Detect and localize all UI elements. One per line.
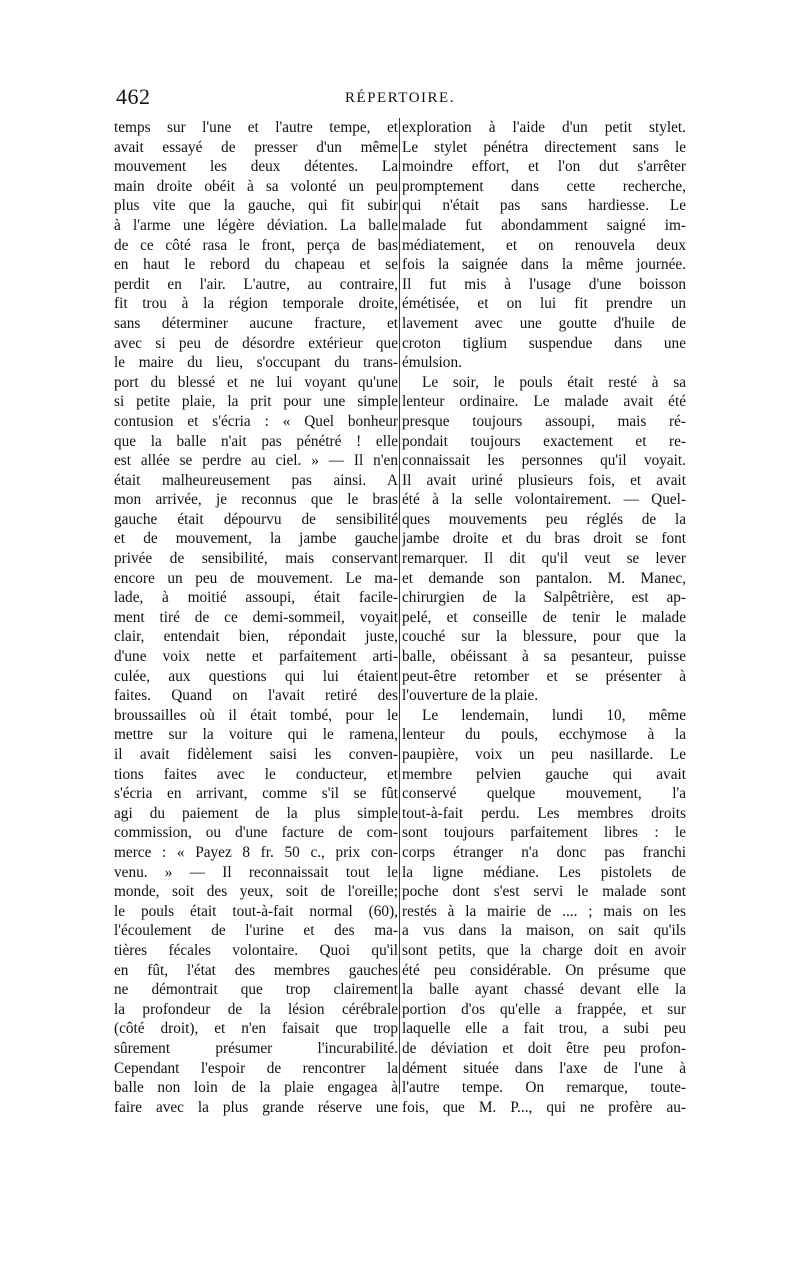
text-line: merce : « Payez 8 fr. 50 c., prix con- (114, 843, 398, 861)
text-line: jambe droite et du bras droit se font (402, 530, 686, 548)
text-line: Il avait uriné plusieurs fois, et avait (402, 471, 686, 489)
text-line: promptement dans cette recherche, (402, 177, 686, 195)
text-line: clair, entendait bien, répondait juste, (114, 628, 398, 646)
text-line: la profondeur de la lésion cérébrale (114, 1000, 398, 1018)
text-line: d'une voix nette et parfaitement arti- (114, 648, 398, 666)
text-line: laquelle elle a fait trou, a subi peu (402, 1020, 686, 1038)
text-line: (côté droit), et n'en faisait que trop (114, 1020, 398, 1038)
text-line: sont toujours parfaitement libres : le (402, 824, 686, 842)
text-line: Le stylet pénétra directement sans le (402, 138, 686, 156)
text-line: Il fut mis à l'usage d'une boisson (402, 275, 686, 293)
text-line: la ligne médiane. Les pistolets de (402, 863, 686, 881)
right-column (402, 118, 686, 1117)
text-line: paupière, voix un peu nasillarde. Le (402, 746, 686, 763)
page-number: 462 (116, 84, 151, 109)
text-line: couché sur la blessure, pour que la (402, 628, 686, 646)
text-line: tières fécales volontaire. Quoi qu'il (114, 941, 398, 959)
text-line: sans déterminer aucune fracture, et (114, 314, 398, 332)
text-line: connaissait les personnes qu'il voyait. (402, 452, 686, 470)
text-line: il avait fidèlement saisi les conven- (114, 746, 398, 763)
text-line: était malheureusement pas ainsi. A (114, 471, 398, 489)
text-line: en haut le rebord du chapeau et se (114, 256, 398, 274)
text-line: le maire du lieu, s'occupant du trans- (114, 354, 398, 372)
text-line: peut-être retomber et se présenter à (402, 667, 686, 685)
text-line: temps sur l'une et l'autre tempe, et (114, 119, 398, 136)
text-line: fit trou à la région temporale droite, (114, 295, 398, 313)
text-line: faire avec la plus grande réserve une (114, 1098, 398, 1116)
text-line: broussailles où il était tombé, pour le (114, 706, 398, 724)
text-line: et demande son pantalon. M. Manec, (402, 569, 686, 587)
text-line: restés à la mairie de .... ; mais on les (402, 902, 686, 920)
text-line: fois la saignée dans la même journée. (402, 256, 686, 274)
running-head: RÉPERTOIRE. (345, 90, 455, 106)
text-line: poche dont s'est servi le malade sont (402, 883, 686, 901)
text-line: sûrement présumer l'incurabilité. (114, 1039, 398, 1057)
text-line: presque toujours assoupi, mais ré- (402, 412, 686, 430)
text-line: chirurgien de la Salpêtrière, est ap- (402, 589, 686, 607)
text-line: a vus dans la maison, on sait qu'ils (402, 922, 686, 940)
text-line: en fût, l'état des membres gauches (114, 961, 398, 979)
text-line: malade fut abondamment saigné im- (402, 216, 686, 234)
text-line: l'autre tempe. On remarque, toute- (402, 1079, 686, 1097)
text-line: perdit en l'air. L'autre, au contraire, (114, 275, 398, 293)
text-line: et de mouvement, la jambe gauche (114, 530, 398, 548)
text-line: gauche était dépourvu de sensibilité (114, 510, 398, 528)
text-line: lenteur ordinaire. Le malade avait été (402, 393, 686, 411)
text-line: plus vite que la gauche, qui fit subir (114, 197, 398, 215)
text-line: membre pelvien gauche qui avait (402, 765, 686, 783)
text-line: privée de sensibilité, mais conservant (114, 550, 398, 568)
text-line: pelé, et conseille de tenir le malade (402, 608, 686, 626)
text-line: balle non loin de la plaie engagea à (114, 1079, 398, 1097)
text-line: la balle ayant chassé devant elle la (402, 981, 686, 999)
text-line: commission, ou d'une facture de com- (114, 824, 398, 842)
text-columns (114, 118, 686, 1116)
column-divider (399, 118, 400, 1094)
text-line: sont petits, que la charge doit en avoir (402, 941, 686, 959)
text-line: agi du paiement de la plus simple (114, 804, 398, 822)
text-line: portion d'os qu'elle a frappée, et sur (402, 1000, 686, 1018)
text-line: exploration à l'aide d'un petit stylet. (402, 119, 686, 136)
text-line: corps étranger n'a donc pas franchi (402, 843, 686, 861)
text-line: été à la selle volontairement. — Quel- (402, 491, 686, 509)
text-line: pondait toujours exactement et re- (402, 432, 686, 450)
text-line: avec si peu de désordre extérieur que (114, 334, 398, 352)
text-line: lade, à moitié assoupi, était facile- (114, 589, 398, 607)
text-line: main droite obéit à sa volonté un peu (114, 177, 398, 195)
text-line: ques mouvements peu réglés de la (402, 510, 686, 528)
left-column (114, 118, 398, 1117)
text-line: de ce côté rasa le front, perça de bas (114, 236, 398, 254)
text-line: à l'arme une légère déviation. La balle (114, 216, 398, 234)
text-line: mouvement les deux détentes. La (114, 158, 398, 176)
text-line: Le lendemain, lundi 10, même (422, 706, 686, 724)
text-line: ment tiré de ce demi-sommeil, voyait (114, 608, 398, 626)
text-line: tout-à-fait perdu. Les membres droits (402, 804, 686, 822)
text-line: venu. » — Il reconnaissait tout le (114, 863, 398, 881)
text-line: dément située dans l'axe de l'une à (402, 1059, 686, 1077)
text-line: tions faites avec le conducteur, et (114, 765, 398, 783)
text-line: faites. Quand on l'avait retiré des (114, 687, 398, 705)
text-line: l'écoulement de l'urine et des ma- (114, 922, 398, 940)
text-line: émulsion. (402, 354, 462, 372)
text-line: avait essayé de presser d'un même (114, 138, 398, 156)
text-line: Cependant l'espoir de rencontrer la (114, 1059, 398, 1077)
text-line: remarquer. Il dit qu'il veut se lever (402, 550, 686, 568)
text-line: encore un peu de mouvement. Le ma- (114, 569, 398, 587)
text-line: Le soir, le pouls était resté à sa (422, 373, 686, 391)
text-line: l'ouverture de la plaie. (402, 687, 539, 705)
text-line: croton tiglium suspendue dans une (402, 334, 686, 352)
text-line: que la balle n'ait pas pénétré ! elle (114, 432, 398, 450)
text-line: mon arrivée, je reconnus que le bras (114, 491, 398, 509)
text-line: est allée se perdre au ciel. » — Il n'en (114, 452, 398, 470)
text-line: lavement avec une goutte d'huile de (402, 314, 686, 332)
text-line: qui n'était pas sans hardiesse. Le (402, 197, 686, 215)
text-line: s'écria en arrivant, comme s'il se fût (114, 785, 398, 803)
text-line: le pouls était tout-à-fait normal (60), (114, 902, 398, 920)
text-line: ne démontrait que trop clairement (114, 981, 398, 999)
text-line: moindre effort, et l'on dut s'arrêter (402, 158, 686, 176)
text-line: de déviation et doit être peu profon- (402, 1039, 686, 1057)
text-line: si petite plaie, la prit pour une simple (114, 393, 398, 411)
text-line: contusion et s'écria : « Quel bonheur (114, 412, 398, 430)
text-line: monde, soit des yeux, soit de l'oreille; (114, 883, 398, 901)
text-line: balle, obéissant à sa pesanteur, puisse (402, 648, 686, 666)
text-line: port du blessé et ne lui voyant qu'une (114, 373, 398, 391)
text-line: médiatement, et on renouvela deux (402, 236, 686, 254)
text-line: lenteur du pouls, ecchymose à la (402, 726, 686, 744)
text-line: fois, que M. P..., qui ne profère au- (402, 1098, 686, 1116)
text-line: conservé quelque mouvement, l'a (402, 785, 686, 803)
text-line: mettre sur la voiture qui le ramena, (114, 726, 398, 744)
text-line: émétisée, et on lui fit prendre un (402, 295, 686, 313)
text-line: été peu considérable. On présume que (402, 961, 686, 979)
text-line: culée, aux questions qui lui étaient (114, 667, 398, 685)
